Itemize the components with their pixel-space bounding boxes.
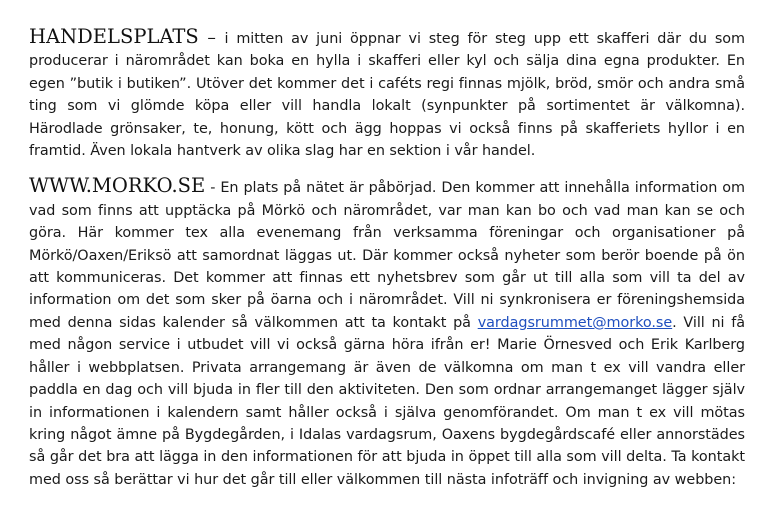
- paragraph-morko-website: [29, 175, 745, 491]
- email-link[interactable]: vardagsrummet@morko.se: [477, 314, 673, 331]
- paragraph-body-after-link: . Vill ni få med någon service i utbudet vill vi också gärna höra ifrån er! Marie Örnesved och Erik Karlberg håller i webbplatsen. Privata arrangemang är även de välkomna om man t ex vill vandra eller paddla en dag och vill bjuda in fler till den aktiviteten. Den som ordnar arrangemanget lägger själv in informationen i kalendern samt håller också i själva genomförandet. Om man t ex vill mötas kring något ämne på Bygdegården, i Idalas vardagsrum, Oaxens bygdegårdscafé eller annorstädes så går det bra att lägga in den informationen för att bjuda in öppet till alla som vill delta. Ta kontakt med oss så berättar vi hur det går till eller välkommen till nästa infoträff och invigning av webben:: [29, 314, 745, 488]
- paragraph-handelsplats: [29, 26, 745, 162]
- paragraph-body-before-link: En plats på nätet är påbörjad. Den kommer att innehålla information om vad som finns att upptäcka på Mörkö och närområdet, var man kan bo och vad man kan se och göra. Här kommer tex alla evenemang från verksamma föreningar och organisationer på Mörkö/Oaxen/Eriksö att samordnat läggas ut. Där kommer också nyheter som berör boende på ön att kommuniceras. Det kommer att finnas ett nyhetsbrev som går ut till alla som vill ta del av information om det som sker på öarna och i närområdet. Vill ni synkronisera er föreningshemsida med denna sidas kalender så välkommen att ta kontakt på: [29, 180, 745, 331]
- paragraph-body-handelsplats: i mitten av juni öppnar vi steg för steg upp ett skafferi där du som producerar i närområdet kan boka en hylla i skafferi eller kyl och sälja dina egna produkter. En egen ”butik i butiken”. Utöver det kommer det i caféts regi finnas mjölk, bröd, smör och andra små ting som vi glömde köpa eller vill handla lokalt (synpunkter på sortimentet är välkomna). Härodlade grönsaker, te, honung, kött och ägg hoppas vi också finns på skafferiets hyllor i en framtid. Även lokala hantverk av olika slag har en sektion i vår handel.: [29, 31, 745, 160]
- section-heading-handelsplats: HANDELSPLATS: [29, 25, 199, 48]
- section-heading-morko-website: WWW.MORKO.SE: [29, 174, 206, 198]
- document-page: [29, 26, 745, 491]
- heading-separator: -: [205, 180, 221, 197]
- heading-separator: –: [198, 28, 225, 48]
